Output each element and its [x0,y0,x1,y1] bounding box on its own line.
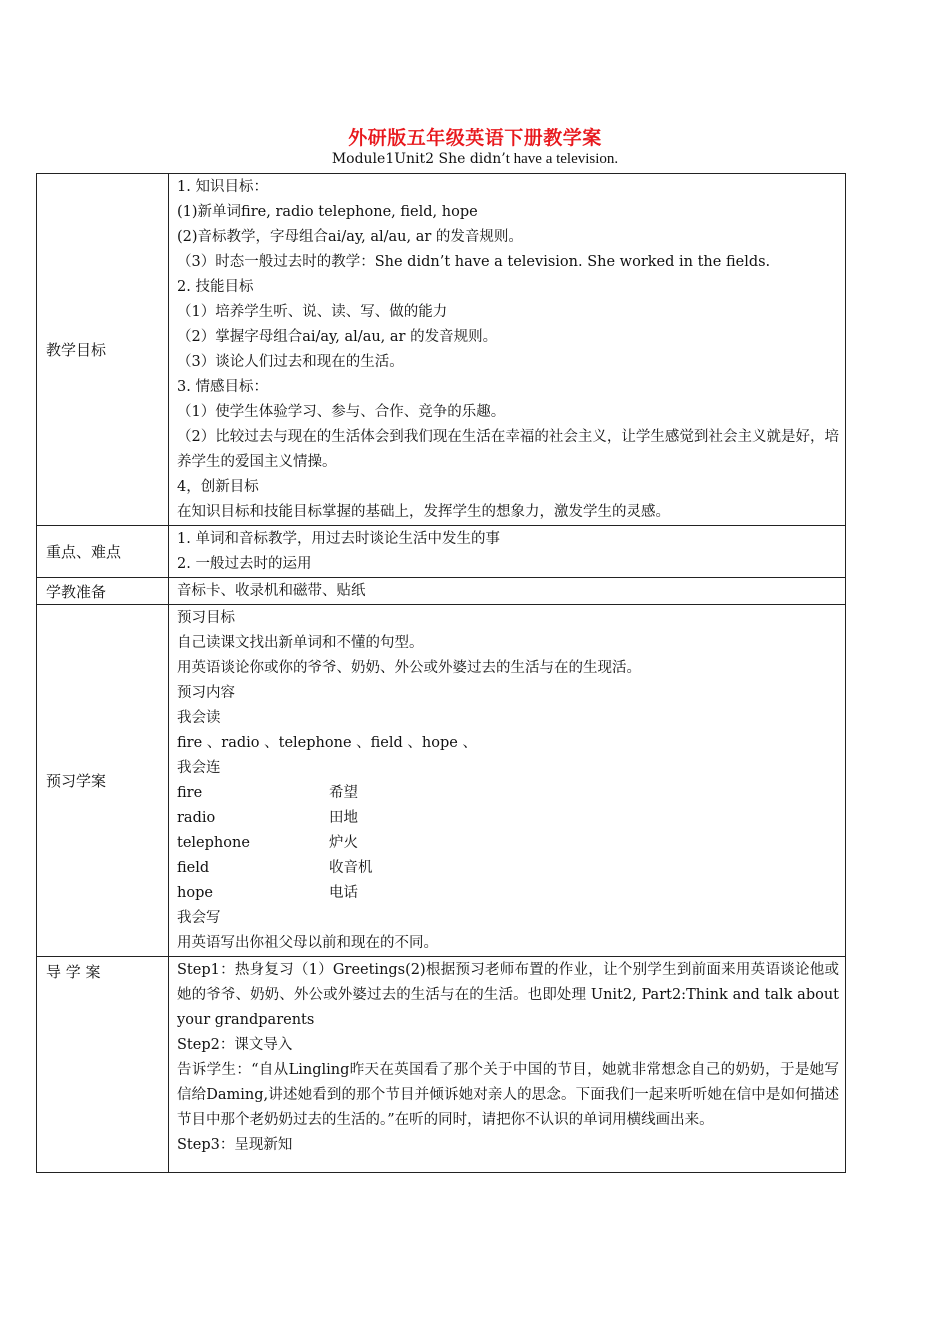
goal-line: 在知识目标和技能目标掌握的基础上，发挥学生的想象力，激发学生的灵感。 [177,504,670,520]
preview-line: 我会连 [177,760,221,776]
label-goals: 教学目标 [37,174,169,526]
document-title: 外研版五年级英语下册教学案 [348,127,602,149]
label-guide: 导 学 案 [37,957,169,1173]
match-word: field [177,860,210,876]
key-line: 2. 一般过去时的运用 [177,556,312,572]
match-meaning: 收音机 [329,860,373,876]
preview-line: 我会读 [177,710,221,726]
content-preparation [169,578,846,605]
goal-line: (2)音标教学，字母组合ai/ay, al/au, ar 的发音规则。 [177,229,523,245]
match-meaning: 电话 [329,885,358,901]
preview-line: 我会写 [177,910,221,926]
row-goals [37,174,846,526]
goal-line: 2. 技能目标 [177,279,254,295]
match-word: hope [177,885,213,901]
match-pair [177,856,839,881]
label-preparation: 学教准备 [37,578,169,605]
content-guide [169,957,846,1173]
goal-line: （1）使学生体验学习、参与、合作、竞争的乐趣。 [177,404,506,420]
key-line: 1. 单词和音标教学，用过去时谈论生活中发生的事 [177,531,500,547]
goal-line: 4，创新目标 [177,479,259,495]
lesson-plan-table [36,173,846,1173]
row-guide [37,957,846,1173]
goal-line: （1）培养学生听、说、读、写、做的能力 [177,304,448,320]
preview-line: 用英语写出你祖父母以前和现在的不同。 [177,935,438,951]
guide-line: Step2：课文导入 [177,1037,293,1053]
preview-line: 用英语谈论你或你的爷爷、奶奶、外公或外婆过去的生活与在的生现活。 [177,660,641,676]
match-word: radio [177,810,216,826]
row-preview [37,605,846,957]
match-pair [177,881,839,906]
guide-line: Step3：呈现新知 [177,1137,293,1153]
match-word: fire [177,785,203,801]
content-preview [169,605,846,957]
match-pair [177,831,839,856]
content-goals [169,174,846,526]
match-meaning: 田地 [329,810,358,826]
preview-line: 预习内容 [177,685,235,701]
goal-line: 3. 情感目标： [177,379,268,395]
goal-line: （3）谈论人们过去和现在的生活。 [177,354,404,370]
goal-line: （3）时态一般过去时的教学：She didn’t have a television. She worked in the fields. [177,254,771,270]
preview-line: fire 、radio 、telephone 、field 、hope 、 [177,735,477,751]
guide-line: Step1：热身复习（1）Greetings(2)根据预习老师布置的作业，让个别学生到前面来用英语谈论他或她的爷爷、奶奶、外公或外婆过去的生活与在的生活。也即处理 Unit2, Part2:Think and talk about your grandparents [177,962,839,1028]
match-word: telephone [177,835,250,851]
match-pair [177,806,839,831]
match-pair [177,781,839,806]
match-meaning: 希望 [329,785,358,801]
goal-line: （2）掌握字母组合ai/ay, al/au, ar 的发音规则。 [177,329,498,345]
match-meaning: 炉火 [329,835,358,851]
goal-line: (1)新单词fire, radio telephone, field, hope [177,204,478,220]
row-preparation [37,578,846,605]
subtitle-part-a: Module1Unit2 She didn’ [331,151,506,167]
goal-line: （2）比较过去与现在的生活体会到我们现在生活在幸福的社会主义，让学生感觉到社会主义就是好，培养学生的爱国主义情操。 [177,429,839,470]
label-preview: 预习学案 [37,605,169,957]
preview-line: 预习目标 [177,610,235,626]
subtitle-part-b: t have a television. [505,151,619,167]
guide-line: 告诉学生：“自从Lingling昨天在英国看了那个关于中国的节目，她就非常想念自己的奶奶，于是她写信给Daming,讲述她看到的那个节目并倾诉她对亲人的思念。下面我们一起来听听她在信中是如何描述节目中那个老奶奶过去的生活的。”在听的同时，请把你不认识的单词用横线画出来。 [177,1062,839,1128]
goal-line: 1. 知识目标： [177,179,268,195]
content-key-points [169,526,846,578]
document-subtitle [0,151,950,168]
row-key-points [37,526,846,578]
label-key-points: 重点、难点 [37,526,169,578]
preview-line: 自己读课文找出新单词和不懂的句型。 [177,635,424,651]
prep-line: 音标卡、收录机和磁带、贴纸 [177,583,366,599]
